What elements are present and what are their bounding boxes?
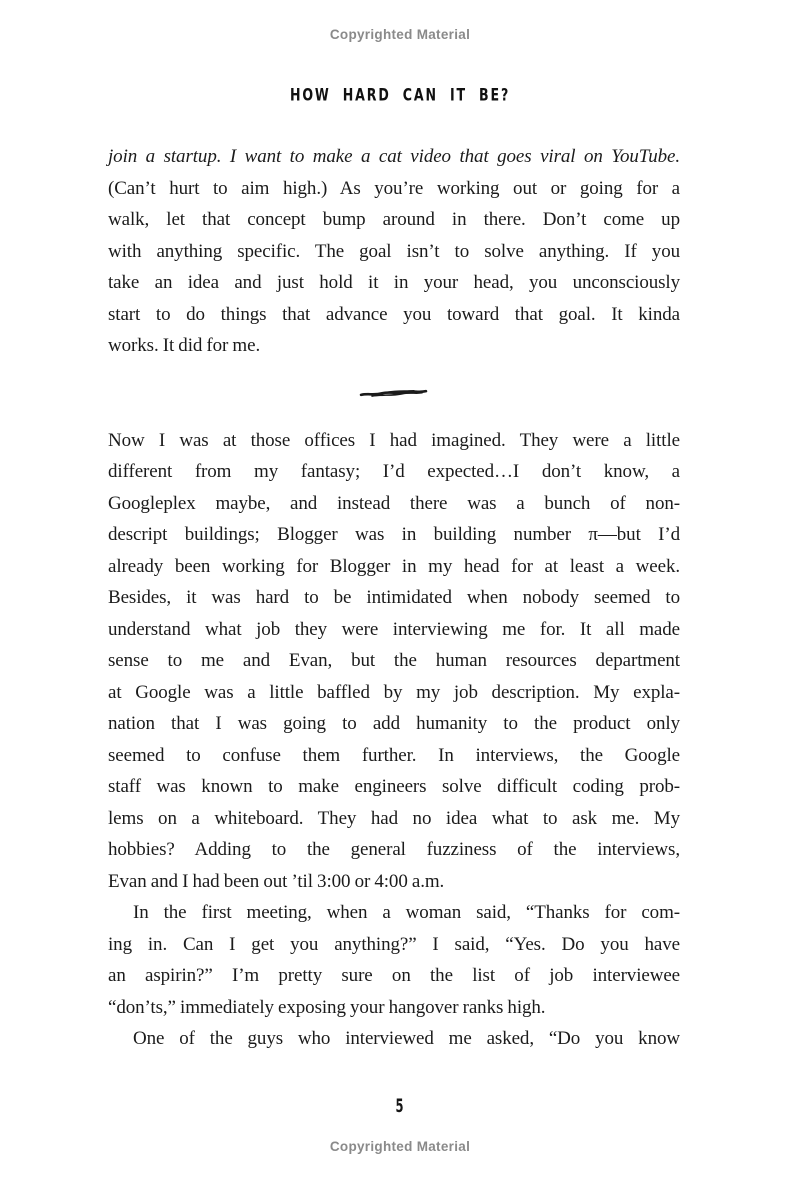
text-line: hobbies? Adding to the general fuzziness of the interviews,	[108, 839, 680, 860]
text-line: works. It did for me.	[108, 335, 261, 356]
text-line: nation that I was going to add humanity to the product only	[108, 713, 680, 734]
text-line: Googleplex maybe, and instead there was a bunch of non-	[108, 492, 680, 514]
copyright-notice-top: Copyrighted Material	[329, 27, 471, 42]
text-line: join a startup. I want to make a cat video that goes viral on YouTube.	[108, 146, 680, 167]
copyright-notice-bottom: Copyrighted Material	[329, 1139, 471, 1154]
text-line: at Google was a little baffled by my job description. My expla-	[108, 681, 680, 703]
text-line: “don’ts,” immediately exposing your hangover ranks high.	[108, 996, 546, 1018]
text-line: Evan and I had been out ’til 3:00 or 4:00 a.m.	[108, 870, 445, 892]
text-line: already been working for Blogger in my head for at least a week.	[108, 555, 680, 577]
text-line: take an idea and just hold it in your head, you unconsciously	[108, 272, 680, 293]
text-line: descript buildings; Blogger was in building number π—but I’d	[108, 524, 680, 545]
text-line: staff was known to make engineers solve difficult coding prob-	[108, 776, 680, 797]
text-line: Now I was at those offices I had imagined. They were a little	[108, 429, 680, 451]
text-line: ing in. Can I get you anything?” I said, “Yes. Do you have	[108, 933, 680, 955]
page-number: 5	[395, 1094, 405, 1117]
paragraph	[108, 425, 680, 898]
paragraph	[108, 1023, 680, 1055]
paragraph	[108, 897, 680, 1023]
text-block	[108, 141, 680, 1055]
text-line: different from my fantasy; I’d expected…I don’t know, a	[108, 461, 680, 482]
text-line: walk, let that concept bump around in there. Don’t come up	[108, 209, 680, 230]
text-line: One of the guys who interviewed me asked, “Do you know	[133, 1028, 680, 1049]
text-line: an aspirin?” I’m pretty sure on the list of job interviewee	[108, 965, 680, 986]
text-line: start to do things that advance you toward that goal. It kinda	[108, 303, 680, 325]
text-line: Besides, it was hard to be intimidated when nobody seemed to	[108, 587, 680, 608]
chapter-title: HOW HARD CAN IT BE?	[289, 84, 511, 106]
text-line: (Can’t hurt to aim high.) As you’re working out or going for a	[108, 177, 680, 199]
paragraph	[108, 141, 680, 362]
text-line: seemed to confuse them further. In interviews, the Google	[108, 744, 680, 766]
text-line: with anything specific. The goal isn’t to solve anything. If you	[108, 240, 680, 262]
text-line: In the first meeting, when a woman said, “Thanks for com-	[133, 902, 680, 923]
chapter-header	[0, 86, 800, 105]
section-divider	[108, 362, 680, 425]
text-line: lems on a whiteboard. They had no idea what to ask me. My	[108, 807, 680, 829]
hand-drawn-dash-icon	[358, 385, 430, 401]
text-line: understand what job they were interviewing me for. It all made	[108, 618, 680, 640]
page-footer	[0, 1096, 800, 1116]
text-line: sense to me and Evan, but the human resources department	[108, 650, 680, 671]
